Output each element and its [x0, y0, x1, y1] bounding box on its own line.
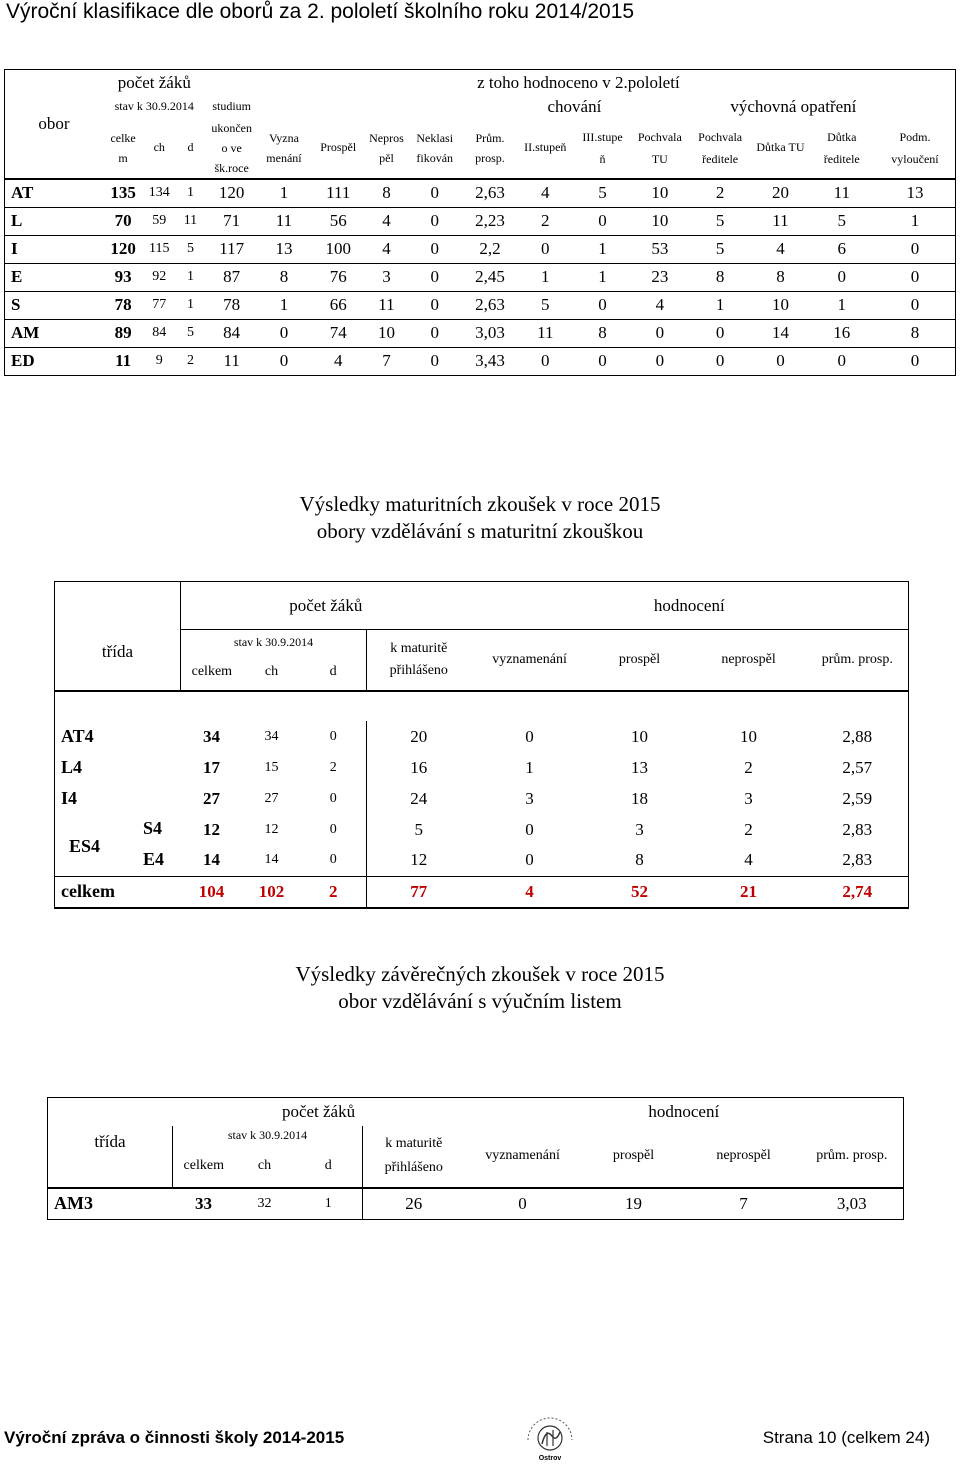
- cell-prospel: 111: [310, 179, 366, 208]
- cell-celkem: 120: [103, 235, 143, 263]
- cell-obor: AM: [5, 319, 104, 347]
- header-neklasifikovan: Neklasi fikován: [407, 118, 463, 179]
- cell-neklasifikovan: 0: [407, 291, 463, 319]
- header-dutka-reditele: Důtka ředitele: [809, 118, 875, 179]
- t2-header-neprospel: neprospěl: [691, 630, 807, 692]
- cell-prumer: 2,83: [807, 845, 909, 876]
- header-pocet: počet žáků: [103, 70, 206, 96]
- cell-ch: 102: [243, 876, 301, 908]
- cell-celkem: 70: [103, 207, 143, 235]
- cell-d: 11: [175, 207, 205, 235]
- table-row: [5, 319, 956, 347]
- cell-podm-vylouceni: 0: [875, 263, 956, 291]
- cell-prospel: 8: [635, 850, 644, 870]
- cell-iii-stupen: 8: [573, 319, 631, 347]
- header-chovani: chování: [547, 96, 602, 116]
- cell-pochvala-reditele: 1: [688, 291, 752, 319]
- cell-prumer: 2,74: [807, 876, 909, 908]
- t3-header-prospel: prospěl: [581, 1126, 687, 1188]
- cell-ii-stupen: 0: [517, 347, 573, 375]
- cell-ukonceno: 78: [206, 291, 258, 319]
- cell-ukonceno: 117: [206, 235, 258, 263]
- cell-vyznamenani: 0: [465, 1188, 581, 1220]
- cell-neprospel: 8: [366, 179, 406, 208]
- row-label: L4: [55, 752, 181, 783]
- header-z-toho: z toho hodnoceno v 2.pololetí: [517, 70, 875, 96]
- header-podm-vylouceni: Podm. vyloučení: [875, 118, 956, 179]
- t3-header-pocet: počet žáků: [173, 1098, 465, 1126]
- cell-ch: 59: [143, 207, 175, 235]
- cell-dutka-tu: 0: [752, 347, 808, 375]
- table-row: [55, 721, 909, 752]
- cell-iii-stupen: 0: [573, 207, 631, 235]
- t2-header-ch: ch: [264, 664, 279, 679]
- cell-prospel: 66: [310, 291, 366, 319]
- cell-ukonceno: 84: [206, 319, 258, 347]
- cell-k-maturite: 20: [367, 721, 471, 752]
- cell-obor: I: [5, 235, 104, 263]
- t2-header-celkem: celkem: [191, 664, 233, 679]
- t3-header-trida: třída: [48, 1098, 173, 1188]
- table-row: [55, 845, 909, 876]
- cell-ch: 32: [235, 1188, 295, 1220]
- cell-iii-stupen: 1: [573, 235, 631, 263]
- cell-k-maturite: 5: [367, 814, 471, 845]
- cell-pochvala-tu: 10: [632, 179, 688, 208]
- cell-prumer: 3,03: [801, 1188, 904, 1220]
- header-dutka-tu: Důtka TU: [752, 118, 808, 179]
- cell-prospel: 10: [631, 726, 649, 746]
- cell-dutka-tu: 20: [752, 179, 808, 208]
- cell-iii-stupen: 5: [573, 179, 631, 208]
- cell-prospel: 100: [310, 235, 366, 263]
- row-label: I4: [55, 783, 181, 814]
- cell-ch: 15: [264, 759, 279, 775]
- cell-celkem: 27: [203, 788, 220, 808]
- cell-ii-stupen: 0: [517, 235, 573, 263]
- table-row: [55, 814, 909, 845]
- cell-pochvala-reditele: 0: [688, 347, 752, 375]
- header-vychovna: výchovná opatření: [632, 96, 956, 118]
- cell-ch: 14: [264, 852, 279, 868]
- cell-pochvala-tu: 23: [632, 263, 688, 291]
- cell-celkem: 17: [203, 757, 220, 777]
- cell-dutka-tu: 14: [752, 319, 808, 347]
- cell-celkem: 11: [103, 347, 143, 375]
- t3-header-celkem: celkem: [173, 1146, 235, 1188]
- cell-ch: 9: [143, 347, 175, 375]
- cell-celkem: 14: [203, 850, 220, 870]
- t2-header-pocet: počet žáků: [181, 582, 471, 630]
- cell-k-maturite: 12: [367, 845, 471, 876]
- header-d: d: [175, 118, 205, 179]
- cell-d: 2: [301, 876, 367, 908]
- cell-celkem: 34: [203, 726, 220, 746]
- cell-d: 1: [295, 1188, 363, 1220]
- header-pochvala-tu: Pochvala TU: [632, 118, 688, 179]
- cell-obor: E: [5, 263, 104, 291]
- cell-dutka-reditele: 11: [809, 179, 875, 208]
- cell-prumer: 2,63: [463, 179, 517, 208]
- cell-vyznamenani: 3: [525, 788, 534, 808]
- table-row: [5, 263, 956, 291]
- t2-header-d: d: [329, 664, 337, 679]
- row-label: AM3: [48, 1188, 173, 1220]
- cell-vyznamenani: 1: [258, 291, 310, 319]
- cell-obor: S: [5, 291, 104, 319]
- cell-obor: ED: [5, 347, 104, 375]
- table-row: [5, 179, 956, 208]
- cell-vyznamenani: 0: [525, 819, 534, 839]
- table-row: [5, 291, 956, 319]
- cell-prumer: 2,45: [463, 263, 517, 291]
- cell-ukonceno: 87: [206, 263, 258, 291]
- cell-ch: 12: [264, 821, 279, 837]
- cell-neprospel: 7: [366, 347, 406, 375]
- school-logo: [520, 1410, 580, 1462]
- cell-k-maturite: 16: [367, 752, 471, 783]
- cell-vyznamenani: 0: [525, 726, 534, 746]
- cell-neklasifikovan: 0: [407, 347, 463, 375]
- cell-neprospel: 4: [366, 235, 406, 263]
- cell-iii-stupen: 0: [573, 347, 631, 375]
- cell-dutka-tu: 10: [752, 291, 808, 319]
- cell-prospel: 3: [635, 819, 644, 839]
- cell-dutka-reditele: 16: [809, 319, 875, 347]
- cell-prospel: 56: [310, 207, 366, 235]
- cell-vyznamenani: 0: [525, 850, 534, 870]
- final-exams-table: [47, 1097, 904, 1220]
- row-label: [55, 845, 181, 876]
- t3-header-prumer: prům. prosp.: [801, 1126, 904, 1188]
- cell-ch: 115: [143, 235, 175, 263]
- cell-dutka-reditele: 6: [809, 235, 875, 263]
- cell-dutka-tu: 8: [752, 263, 808, 291]
- cell-neklasifikovan: 0: [407, 235, 463, 263]
- cell-podm-vylouceni: 1: [875, 207, 956, 235]
- table-row: [5, 207, 956, 235]
- cell-dutka-reditele: 1: [809, 291, 875, 319]
- cell-neprospel: 3: [744, 788, 753, 808]
- cell-iii-stupen: 0: [573, 291, 631, 319]
- t2-header-prumer: prům. prosp.: [807, 630, 909, 692]
- cell-vyznamenani: 11: [258, 207, 310, 235]
- cell-celkem: 78: [103, 291, 143, 319]
- cell-ch: 84: [143, 319, 175, 347]
- cell-neprospel: 4: [366, 207, 406, 235]
- cell-obor: L: [5, 207, 104, 235]
- t2-header-prospel: prospěl: [589, 630, 691, 692]
- header-ch: ch: [143, 118, 175, 179]
- cell-celkem: 33: [173, 1188, 235, 1220]
- cell-prospel: 76: [310, 263, 366, 291]
- cell-neprospel: 2: [744, 819, 753, 839]
- cell-celkem: 135: [103, 179, 143, 208]
- cell-d: 1: [175, 291, 205, 319]
- cell-podm-vylouceni: 0: [875, 291, 956, 319]
- maturity-table: [54, 581, 909, 909]
- cell-dutka-reditele: 0: [809, 263, 875, 291]
- t3-header-d: d: [295, 1146, 363, 1188]
- t3-header-neprospel: neprospěl: [687, 1126, 801, 1188]
- cell-prumer: 2,23: [463, 207, 517, 235]
- sub-label: S4: [143, 818, 163, 838]
- t3-header-stav: stav k 30.9.2014: [173, 1126, 363, 1146]
- header-celkem: celke m: [103, 118, 143, 179]
- cell-vyznamenani: 0: [258, 319, 310, 347]
- cell-ukonceno: 120: [206, 179, 258, 208]
- header-vyznamenani: Vyzna menání: [258, 118, 310, 179]
- cell-vyznamenani: 8: [258, 263, 310, 291]
- t2-header-hodnoceni: hodnocení: [471, 582, 909, 630]
- cell-dutka-tu: 11: [752, 207, 808, 235]
- header-iii-stupen: III.stupe ň: [573, 118, 631, 179]
- cell-neprospel: 2: [744, 757, 753, 777]
- cell-neprospel: 7: [687, 1188, 801, 1220]
- cell-pochvala-tu: 0: [632, 319, 688, 347]
- header-ii-stupen: II.stupeň: [517, 118, 573, 179]
- cell-podm-vylouceni: 0: [875, 347, 956, 375]
- logo-text: Ostrov: [538, 1455, 562, 1462]
- t2-header-stav: stav k 30.9.2014: [233, 635, 314, 649]
- cell-neklasifikovan: 0: [407, 179, 463, 208]
- table-row: [48, 1188, 904, 1220]
- cell-prumer: 3,03: [463, 319, 517, 347]
- header-neprospel: Nepros pěl: [366, 118, 406, 179]
- cell-ii-stupen: 4: [517, 179, 573, 208]
- cell-prumer: 2,57: [807, 752, 909, 783]
- final-exams-section-title: Výsledky závěrečných zkoušek v roce 2015 obor vzdělávání s výučním listem: [295, 962, 665, 1013]
- cell-d: 0: [329, 790, 337, 806]
- header-ukonceno: ukončen o ve šk.roce: [206, 118, 258, 179]
- cell-prumer: 2,59: [807, 783, 909, 814]
- header-stav: stav k 30.9.2014: [114, 99, 194, 113]
- cell-d: 2: [329, 759, 337, 775]
- footer-title: Výroční zpráva o činnosti školy 2014-2015: [4, 1428, 345, 1447]
- cell-ch: 134: [143, 179, 175, 208]
- cell-d: 0: [329, 728, 337, 744]
- classification-table: [4, 69, 956, 376]
- table-row: [5, 347, 956, 375]
- cell-dutka-reditele: 5: [809, 207, 875, 235]
- cell-ch: 77: [143, 291, 175, 319]
- cell-vyznamenani: 13: [258, 235, 310, 263]
- cell-iii-stupen: 1: [573, 263, 631, 291]
- row-label: AT4: [55, 721, 181, 752]
- cell-k-maturite: 24: [367, 783, 471, 814]
- cell-pochvala-reditele: 5: [688, 207, 752, 235]
- t2-header-vyznamenani: vyznamenání: [471, 630, 589, 692]
- header-prospel: Prospěl: [310, 118, 366, 179]
- cell-prumer: 2,88: [807, 721, 909, 752]
- cell-ch: 27: [264, 790, 279, 806]
- cell-prumer: 2,83: [807, 814, 909, 845]
- cell-vyznamenani: 4: [471, 876, 589, 908]
- cell-neprospel: 21: [691, 876, 807, 908]
- cell-prumer: 2,2: [463, 235, 517, 263]
- cell-pochvala-reditele: 0: [688, 319, 752, 347]
- t2-header-k-maturite: k maturitě přihlášeno: [367, 630, 471, 692]
- cell-d: 2: [175, 347, 205, 375]
- cell-ii-stupen: 5: [517, 291, 573, 319]
- t3-header-vyznamenani: vyznamenání: [465, 1126, 581, 1188]
- cell-k-maturite: 26: [363, 1188, 465, 1220]
- cell-neprospel: 10: [366, 319, 406, 347]
- cell-d: 1: [175, 179, 205, 208]
- footer-page-number: Strana 10 (celkem 24): [762, 1428, 930, 1447]
- cell-d: 0: [329, 821, 337, 837]
- row-label: celkem: [55, 876, 181, 908]
- cell-ukonceno: 11: [206, 347, 258, 375]
- cell-neprospel: 11: [366, 291, 406, 319]
- cell-prospel: 4: [310, 347, 366, 375]
- cell-pochvala-tu: 4: [632, 291, 688, 319]
- page-title: Výroční klasifikace dle oborů za 2. pololetí školního roku 2014/2015: [6, 0, 635, 23]
- cell-prospel: 19: [581, 1188, 687, 1220]
- table-row: [55, 783, 909, 814]
- cell-pochvala-reditele: 2: [688, 179, 752, 208]
- group-label-es4: ES4: [69, 836, 101, 856]
- t3-header-ch: ch: [235, 1146, 295, 1188]
- cell-d: 0: [329, 852, 337, 868]
- table-row: [55, 752, 909, 783]
- cell-celkem: 104: [181, 876, 243, 908]
- header-obor: obor: [5, 70, 104, 179]
- cell-pochvala-tu: 53: [632, 235, 688, 263]
- sub-label: E4: [143, 849, 165, 869]
- cell-celkem: 12: [203, 819, 220, 839]
- cell-d: 5: [175, 319, 205, 347]
- t2-header-trida: třída: [55, 630, 181, 692]
- cell-celkem: 93: [103, 263, 143, 291]
- header-prumer: Prům. prosp.: [463, 118, 517, 179]
- cell-ukonceno: 71: [206, 207, 258, 235]
- cell-vyznamenani: 0: [258, 347, 310, 375]
- cell-ii-stupen: 1: [517, 263, 573, 291]
- cell-ii-stupen: 11: [517, 319, 573, 347]
- header-studium: studium: [212, 99, 252, 113]
- header-pochvala-reditele: Pochvala ředitele: [688, 118, 752, 179]
- t3-header-k-maturite: k maturitě přihlášeno: [363, 1126, 465, 1188]
- cell-ii-stupen: 2: [517, 207, 573, 235]
- cell-podm-vylouceni: 13: [875, 179, 956, 208]
- cell-dutka-tu: 4: [752, 235, 808, 263]
- cell-neklasifikovan: 0: [407, 207, 463, 235]
- cell-d: 5: [175, 235, 205, 263]
- cell-pochvala-tu: 10: [632, 207, 688, 235]
- total-row: [55, 876, 909, 908]
- cell-neklasifikovan: 0: [407, 319, 463, 347]
- cell-prospel: 74: [310, 319, 366, 347]
- cell-k-maturite: 77: [367, 876, 471, 908]
- cell-obor: AT: [5, 179, 104, 208]
- cell-pochvala-reditele: 5: [688, 235, 752, 263]
- cell-ch: 34: [264, 728, 279, 744]
- cell-vyznamenani: 1: [258, 179, 310, 208]
- cell-podm-vylouceni: 0: [875, 235, 956, 263]
- cell-neprospel: 10: [740, 726, 758, 746]
- cell-prumer: 2,63: [463, 291, 517, 319]
- cell-prospel: 13: [631, 757, 649, 777]
- table-row: [5, 235, 956, 263]
- cell-prospel: 52: [589, 876, 691, 908]
- cell-celkem: 89: [103, 319, 143, 347]
- cell-ch: 92: [143, 263, 175, 291]
- cell-pochvala-reditele: 8: [688, 263, 752, 291]
- cell-prospel: 18: [631, 788, 649, 808]
- cell-podm-vylouceni: 8: [875, 319, 956, 347]
- row-label: [55, 814, 181, 856]
- cell-pochvala-tu: 0: [632, 347, 688, 375]
- cell-d: 1: [175, 263, 205, 291]
- cell-vyznamenani: 1: [525, 757, 534, 777]
- cell-dutka-reditele: 0: [809, 347, 875, 375]
- cell-neprospel: 3: [366, 263, 406, 291]
- t3-header-hodnoceni: hodnocení: [465, 1098, 904, 1126]
- cell-neklasifikovan: 0: [407, 263, 463, 291]
- cell-prumer: 3,43: [463, 347, 517, 375]
- maturity-section-title: Výsledky maturitních zkoušek v roce 2015 obory vzdělávání s maturitní zkouškou: [299, 492, 661, 543]
- cell-neprospel: 4: [744, 850, 753, 870]
